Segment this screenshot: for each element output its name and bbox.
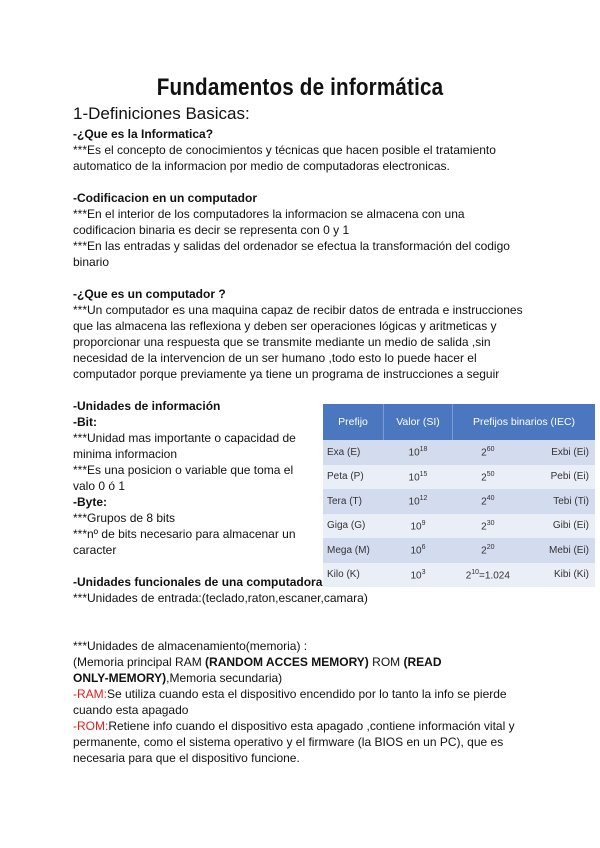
bin-exponent: 50	[486, 470, 495, 478]
si-exponent: 6	[421, 544, 426, 552]
table-body	[323, 440, 595, 587]
text-run: (Memoria principal RAM	[73, 655, 206, 669]
ram-line	[73, 686, 507, 702]
si-exponent: 18	[419, 446, 428, 454]
table-cell-iec-name: Exbi (Ei)	[523, 440, 595, 465]
paragraph-line: necesidad de la intervencion de un ser humano ,todo esto lo puede hacer el	[73, 351, 477, 365]
table-cell-prefix: Exa (E)	[323, 440, 384, 465]
table-row	[323, 465, 595, 490]
paragraph-line: minima informacion	[73, 447, 178, 461]
si-exponent: 12	[419, 495, 428, 503]
paragraph-line: ***Unidades de almacenamiento(memoria) :	[73, 639, 308, 653]
table-cell-iec-name: Mebi (Ei)	[523, 538, 595, 563]
table-cell-binary-value	[453, 563, 524, 588]
paragraph-line: codificacion binaria es decir se representa con 0 y 1	[73, 223, 350, 237]
paragraph-line: automatico de la informacion por medio de computadoras electronicas.	[73, 159, 450, 173]
rom-label: -ROM:	[73, 719, 109, 733]
table-row	[323, 563, 595, 588]
heading-que-es-informatica: -¿Que es la Informatica?	[73, 127, 214, 141]
table-cell-binary-value	[453, 514, 524, 539]
paragraph-line: ***Un computador es una maquina capaz de recibir datos de entrada e instrucciones	[73, 303, 523, 317]
ram-label: -RAM:	[73, 687, 107, 701]
si-base: 10	[408, 447, 420, 459]
table-cell-prefix: Giga (G)	[323, 514, 384, 539]
table-cell-prefix: Peta (P)	[323, 465, 384, 490]
heading-unidades-funcionales: -Unidades funcionales de una computadora	[73, 575, 323, 589]
paragraph-line: ***Es una posicion o variable que toma el	[73, 463, 294, 477]
table-cell-iec-name: Gibi (Ei)	[523, 514, 595, 539]
paragraph-line: ***En las entradas y salidas del ordenador se efectua la transformación del codigo	[73, 239, 510, 253]
table-row	[323, 440, 595, 465]
table-cell-prefix: Kilo (K)	[323, 563, 384, 588]
table-row	[323, 514, 595, 539]
bin-exponent: 60	[486, 446, 495, 454]
table-cell-binary-value	[453, 440, 524, 465]
paragraph-line: ***Es el concepto de conocimientos y técnicas que hacen posible el tratamiento	[73, 143, 496, 157]
table-cell-iec-name: Tebi (Ti)	[523, 489, 595, 514]
table-cell-binary-value	[453, 538, 524, 563]
rom-line	[73, 718, 515, 734]
table-header-row	[323, 404, 595, 440]
paragraph-line: proporcionar una respuesta que se transmite mediante un medio de salida ,sin	[73, 335, 491, 349]
text-run: ROM	[368, 655, 404, 669]
paragraph-line: ***nº de bits necesario para almacenar un	[73, 527, 296, 541]
text-run: ,Memoria secundaria)	[166, 671, 283, 685]
table-cell-si-value	[384, 514, 453, 539]
table-row	[323, 489, 595, 514]
bin-exponent: 10	[471, 568, 480, 576]
table-cell-prefix: Tera (T)	[323, 489, 384, 514]
text-run-bold: ONLY-MEMORY)	[73, 671, 167, 685]
text-run-bold: (RANDOM ACCES MEMORY)	[205, 655, 369, 669]
si-exponent: 15	[419, 470, 428, 478]
table-cell-si-value	[384, 465, 453, 490]
heading-bit: -Bit:	[73, 415, 97, 429]
si-exponent: 9	[421, 519, 426, 527]
table-cell-prefix: Mega (M)	[323, 538, 384, 563]
paragraph-line: ***En el interior de los computadores la informacion se almacena con una	[73, 207, 465, 221]
bin-base: 2	[481, 471, 487, 483]
heading-unidades-informacion: -Unidades de información	[73, 399, 221, 413]
paragraph-line: computador porque previamente ya tiene un programa de instrucciones a seguir	[73, 367, 500, 381]
bin-exponent: 30	[486, 519, 495, 527]
text-run-bold: (READ	[403, 655, 442, 669]
table-cell-binary-value	[453, 465, 524, 490]
si-base: 10	[408, 471, 420, 483]
paragraph-line: ***Unidades de entrada:(teclado,raton,escaner,camara)	[73, 591, 368, 605]
bin-exponent: 20	[486, 544, 495, 552]
bin-base: 2	[481, 496, 487, 508]
bin-suffix: =1.024	[479, 569, 510, 581]
text-run: Se utiliza cuando esta el dispositivo encendido por lo tanto la info se pierde	[107, 687, 507, 701]
text-run: Retiene info cuando el dispositivo esta apagado ,contiene información vital y	[108, 719, 515, 733]
table-row	[323, 538, 595, 563]
table-header-prefijos-binarios: Prefijos binarios (IEC)	[453, 404, 596, 440]
table-cell-binary-value	[453, 489, 524, 514]
paragraph-line: permanente, como el sistema operativo y el firmware (la BIOS en un PC), que es	[73, 735, 504, 749]
table-cell-si-value	[384, 538, 453, 563]
section-heading-definiciones: 1-Definiciones Basicas:	[73, 104, 250, 123]
paragraph-line: cuando esta apagado	[73, 703, 189, 717]
table-cell-si-value	[384, 440, 453, 465]
si-exponent: 3	[421, 568, 426, 576]
bin-base: 2	[465, 569, 472, 581]
table-cell-iec-name: Pebi (Ei)	[523, 465, 595, 490]
paragraph-line: binario	[73, 255, 110, 269]
paragraph-line: valo 0 ó 1	[73, 479, 126, 493]
bin-base: 2	[481, 545, 487, 557]
paragraph-line: ***Grupos de 8 bits	[73, 511, 176, 525]
document-title: Fundamentos de informática	[156, 74, 444, 101]
paragraph-line: caracter	[73, 543, 117, 557]
bin-exponent: 40	[486, 495, 495, 503]
heading-byte: -Byte:	[73, 495, 108, 509]
paragraph-line: necesaria para que el dispositivo funcione.	[73, 751, 300, 765]
si-base: 10	[410, 545, 422, 557]
table-cell-si-value	[384, 489, 453, 514]
paragraph-line: que las almacena las reflexiona y deben ser operaciones lógicas y aritmeticas y	[73, 319, 497, 333]
prefix-table	[323, 404, 595, 587]
memoria-line-2	[73, 670, 282, 686]
heading-codificacion: -Codificacion en un computador	[73, 191, 258, 205]
heading-que-es-computador: -¿Que es un computador ?	[73, 287, 226, 301]
memoria-line-1	[73, 654, 441, 670]
table-header-valor-si: Valor (SI)	[384, 404, 453, 440]
paragraph-line: ***Unidad mas importante o capacidad de	[73, 431, 296, 445]
bin-base: 2	[481, 520, 487, 532]
table-cell-iec-name: Kibi (Ki)	[523, 563, 595, 588]
bin-base: 2	[481, 447, 487, 459]
table-cell-si-value	[384, 563, 453, 588]
table-header-prefijo: Prefijo	[323, 404, 384, 440]
si-base: 10	[410, 520, 422, 532]
si-base: 10	[410, 569, 422, 581]
si-base: 10	[408, 496, 420, 508]
